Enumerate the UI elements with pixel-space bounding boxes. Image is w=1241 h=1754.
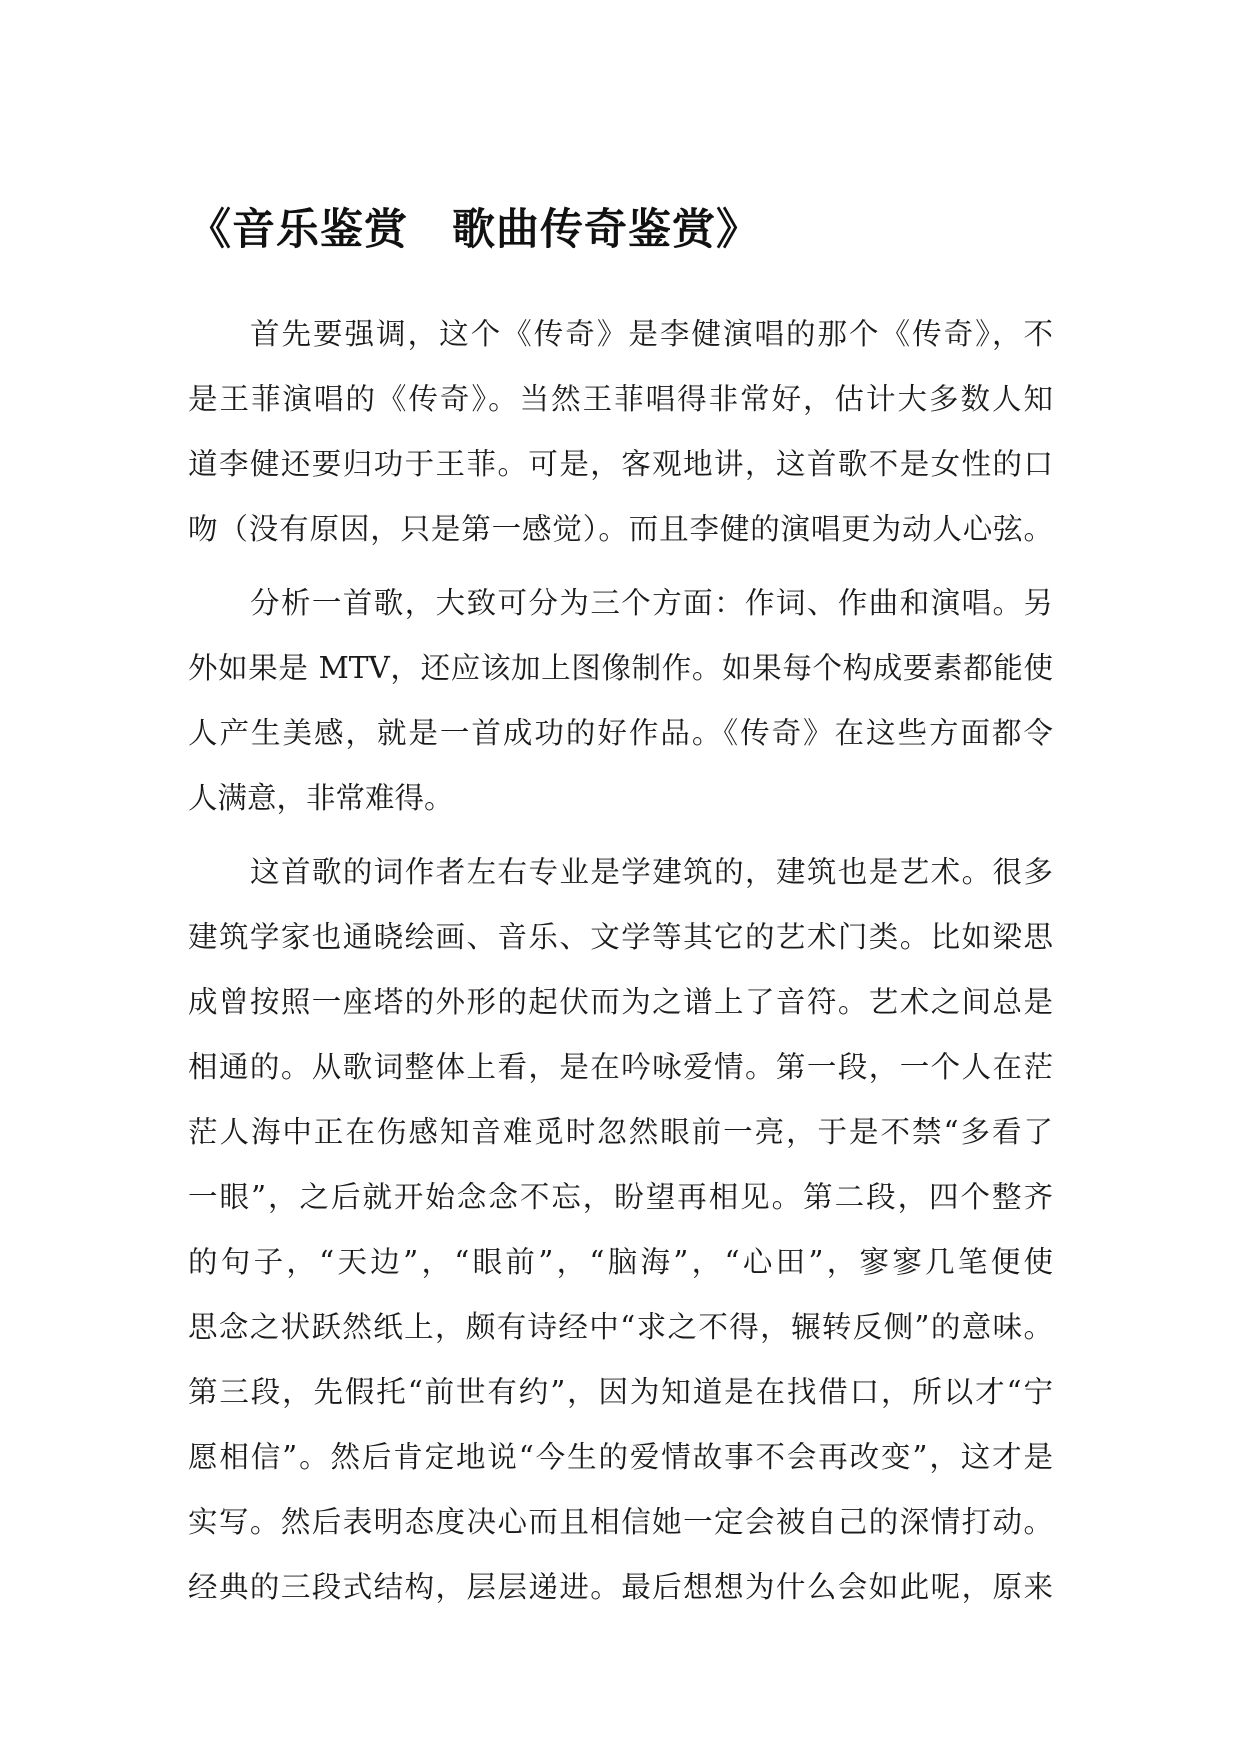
document-body [188,302,1053,1629]
paragraph-line: 第三段，先假托“前世有约”，因为知道是在找借口，所以才“宁 [188,1375,1053,1409]
paragraph-line: 吻（没有原因，只是第一感觉）。而且李健的演唱更为动人心弦。 [188,512,1053,546]
paragraph-line: 首先要强调，这个《传奇》是李健演唱的那个《传奇》，不 [250,317,1053,351]
paragraph-line: 思念之状跃然纸上，颇有诗经中“求之不得，辗转反侧”的意味。 [188,1310,1053,1344]
paragraph-line: 成曾按照一座塔的外形的起伏而为之谱上了音符。艺术之间总是 [188,985,1053,1019]
paragraph-line: 这首歌的词作者左右专业是学建筑的，建筑也是艺术。很多 [250,855,1053,889]
paragraph-line: 经典的三段式结构，层层递进。最后想想为什么会如此呢，原来 [188,1570,1053,1604]
paragraph-line: 道李健还要归功于王菲。可是，客观地讲，这首歌不是女性的口 [188,447,1053,481]
paragraph-line: 一眼”，之后就开始念念不忘，盼望再相见。第二段，四个整齐 [188,1180,1053,1214]
paragraph-line: 分析一首歌，大致可分为三个方面：作词、作曲和演唱。另 [250,586,1053,620]
document-title: 《音乐鉴赏 歌曲传奇鉴赏》 [188,205,760,255]
paragraph-line: 建筑学家也通晓绘画、音乐、文学等其它的艺术门类。比如梁思 [188,920,1053,954]
paragraph-line: 实写。然后表明态度决心而且相信她一定会被自己的深情打动。 [188,1505,1053,1539]
paragraph-line: 的句子，“天边”，“眼前”，“脑海”，“心田”，寥寥几笔便使 [188,1245,1053,1279]
paragraph-3 [188,840,1053,1620]
paragraph-line: 人产生美感，就是一首成功的好作品。《传奇》在这些方面都令 [188,716,1053,750]
paragraph-line: 茫人海中正在伤感知音难觅时忽然眼前一亮，于是不禁“多看了 [188,1115,1053,1149]
paragraph-2 [188,571,1053,831]
paragraph-line: 愿相信”。然后肯定地说“今生的爱情故事不会再改变”，这才是 [188,1440,1053,1474]
paragraph-line: 人满意，非常难得。 [188,781,454,815]
paragraph-1 [188,302,1053,562]
paragraph-line: 相通的。从歌词整体上看，是在吟咏爱情。第一段，一个人在茫 [188,1050,1053,1084]
paragraph-line: 是王菲演唱的《传奇》。当然王菲唱得非常好，估计大多数人知 [188,382,1053,416]
paragraph-line: 外如果是 MTV，还应该加上图像制作。如果每个构成要素都能使 [188,651,1053,685]
